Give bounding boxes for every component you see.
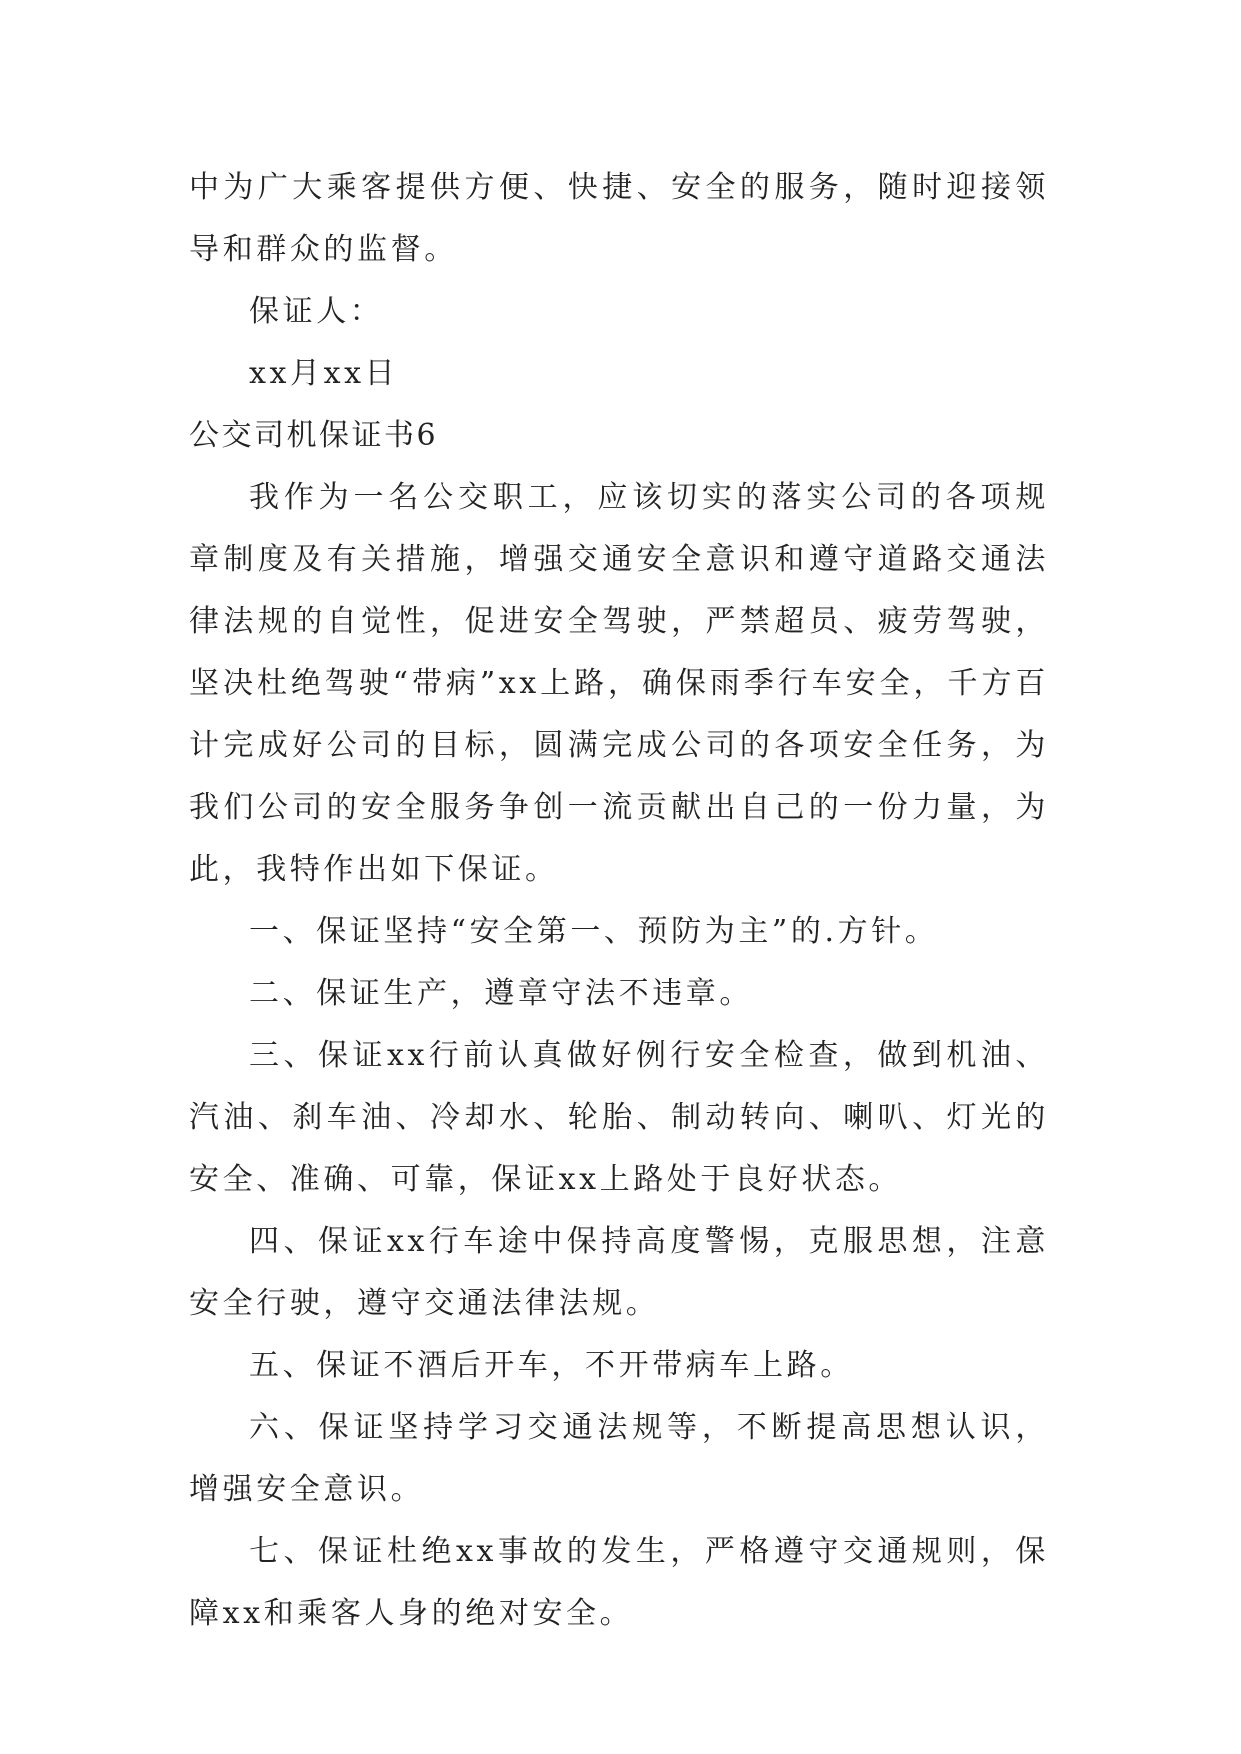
guarantee-item-4: 四、保证xx行车途中保持高度警惕，克服思想，注意安全行驶，遵守交通法律法规。 [189,1224,1049,1321]
date-line: xx月xx日 [249,356,399,391]
guarantee-item-7: 七、保证杜绝xx事故的发生，严格遵守交通规则，保障xx和乘客人身的绝对安全。 [189,1534,1049,1631]
guarantee-item-3: 三、保证xx行前认真做好例行安全检查，做到机油、汽油、刹车油、冷却水、轮胎、制动转向、喇叭、灯光的安全、准确、可靠，保证xx上路处于良好状态。 [189,1038,1049,1197]
guarantee-item-6: 六、保证坚持学习交通法规等，不断提高思想认识，增强安全意识。 [189,1410,1049,1507]
intro-paragraph: 我作为一名公交职工，应该切实的落实公司的各项规章制度及有关措施，增强交通安全意识和遵守道路交通法律法规的自觉性，促进安全驾驶，严禁超员、疲劳驾驶，坚决杜绝驾驶“带病”xx上路，确保雨季行车安全，千方百计完成好公司的目标，圆满完成公司的各项安全任务，为我们公司的安全服务争创一流贡献出自己的一份力量，为此，我特作出如下保证。 [189,480,1049,887]
continuation-paragraph: 中为广大乘客提供方便、快捷、安全的服务，随时迎接领导和群众的监督。 [189,170,1049,267]
section-title: 公交司机保证书6 [189,418,439,453]
guarantor-label: 保证人： [249,294,384,329]
guarantee-item-5: 五、保证不酒后开车，不开带病车上路。 [249,1348,854,1383]
guarantee-item-2: 二、保证生产，遵章守法不违章。 [249,976,753,1011]
document-body [189,157,1049,1645]
guarantee-item-1: 一、保证坚持“安全第一、预防为主”的.方针。 [249,914,939,949]
